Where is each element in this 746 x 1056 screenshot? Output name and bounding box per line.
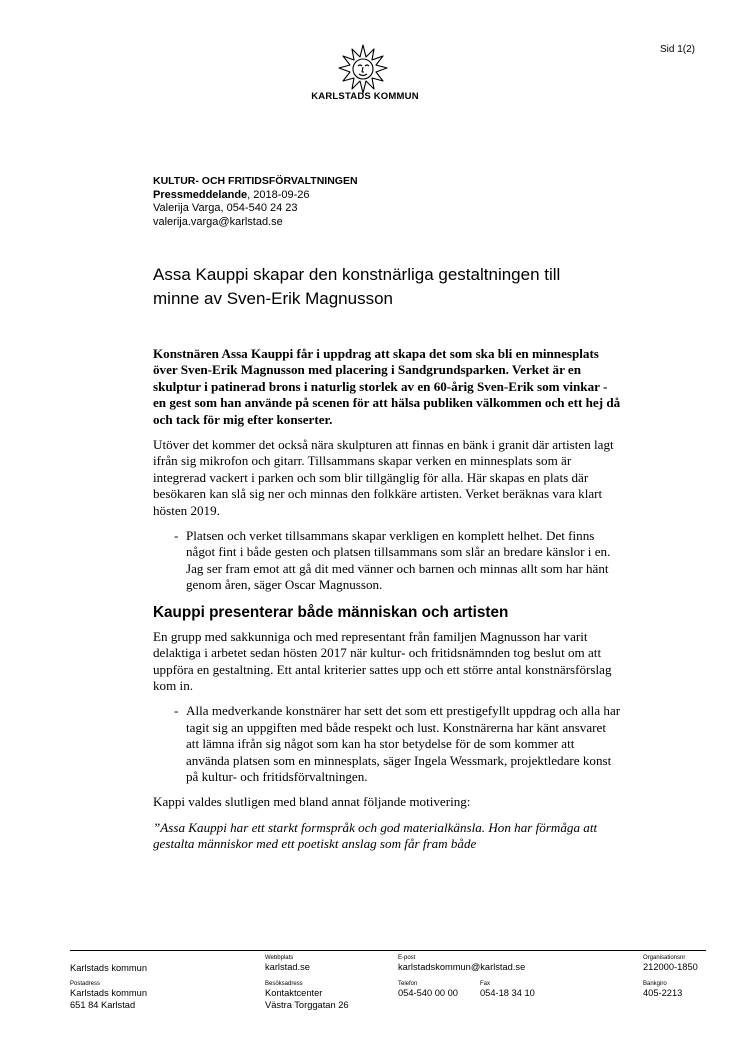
contact-email: valerija.varga@karlstad.se [153, 215, 283, 228]
press-release-date: , 2018-09-26 [247, 188, 310, 201]
body-paragraph-2: En grupp med sakkunniga och med representant från familjen Magnusson har varit delaktiga i arbetet sedan hösten 2017 när kultur- och fritidsnämnden tog beslut om att uppföra en gestaltning. Ett antal kriterier sattes upp och ett större antal konstnärsförslag kom in. [153, 628, 612, 693]
footer-postal-line2: 651 84 Karlstad [70, 1000, 136, 1010]
footer-web-value: karlstad.se [265, 962, 310, 972]
quote-2 [153, 703, 621, 785]
sun-logo-icon [338, 44, 388, 94]
press-release-line [153, 189, 358, 203]
press-meta [153, 175, 358, 229]
logo-wordmark: KARLSTADS KOMMUN [311, 91, 419, 102]
press-release-label: Pressmeddelande [153, 188, 248, 201]
footer-org-name: Karlstads kommun [70, 963, 147, 973]
headline: Assa Kauppi skapar den konstnärliga gestaltningen till minne av Sven-Erik Magnusson [153, 265, 561, 308]
quote-dash: - [174, 703, 179, 719]
footer-postal-line1: Karlstads kommun [70, 988, 147, 998]
footer-postal-label: Postadress [70, 981, 101, 987]
motivation-quote: ”Assa Kauppi har ett starkt formspråk och god materialkänsla. Hon har förmåga att gestalta människor med ett poetiskt anslag som får fram både [153, 819, 598, 852]
footer-bankgiro-value: 405-2213 [643, 988, 683, 998]
footer-visit-label: Besöksadress [265, 981, 303, 987]
footer-fax-label: Fax [480, 981, 491, 987]
footer-phone-label: Telefon [398, 981, 418, 987]
subheading: Kauppi presenterar både människan och artisten [153, 603, 509, 621]
footer-phone-value: 054-540 00 00 [398, 988, 458, 998]
footer-email-value: karlstadskommun@karlstad.se [398, 962, 526, 972]
body-paragraph-3: Kappi valdes slutligen med bland annat följande motivering: [153, 794, 471, 810]
contact-name: Valerija Varga, 054-540 24 23 [153, 202, 298, 215]
footer-divider [70, 950, 706, 951]
department-name: KULTUR- OCH FRITIDSFÖRVALTNINGEN [153, 175, 358, 187]
quote-1-text: Platsen och verket tillsammans skapar verkligen en komplett helhet. Det finns något fint i både gesten och platsen tillsammans som slår an bredare känslor i en. Jag ser fram emot att gå dit med vänner och barnen och minnas allt som har hänt genom åren, säger Oscar Magnusson. [186, 528, 611, 593]
lead-paragraph: Konstnären Assa Kauppi får i uppdrag att skapa det som ska bli en minnesplats över Sven-Erik Magnusson med placering i Sandgrundsparken. Verket är en skulptur i patinerad brons i naturlig storlek av en 60-årig Sven-Erik som vinkar - en gest som han använde på scenen för att hälsa publiken välkommen och ett hej då och tack för mig efter konserter. [153, 346, 621, 427]
body-paragraph-1: Utöver det kommer det också nära skulpturen att finnas en bänk i granit där artisten lagt ifrån sig mikrofon och gitarr. Tillsammans skapar verken en minnesplats som är integrerad vackert i parken och som blir tillgänglig för alla. Här skapas en plats där besökaren kan slå sig ner och minnas den folkkäre artisten. Verket beräknas vara klart hösten 2019. [153, 437, 614, 518]
footer-orgnr-value: 212000-1850 [643, 962, 698, 972]
footer-fax-value: 054-18 34 10 [480, 988, 535, 998]
footer-web-label: Webbplats [265, 955, 294, 961]
article-body [153, 346, 621, 862]
footer-visit-line2: Västra Torggatan 26 [265, 1000, 349, 1010]
quote-2-text: Alla medverkande konstnärer har sett det som ett prestigefyllt uppdrag och alla har tagit sig an uppgiften med både respekt och lust. Konstnärerna har känt ansvaret att lämna ifrån sig något som kan ha stor betydelse för de som kommer att använda platsen som en minnesplats, säger Ingela Wessmark, projektledare konst på kultur- och fritidsförvaltningen. [186, 703, 621, 784]
footer-orgnr-label: Organisationsnr [643, 955, 686, 961]
footer-email-label: E-post [398, 955, 416, 961]
footer-bankgiro-label: Bankgiro [643, 981, 667, 987]
footer-visit-line1: Kontaktcenter [265, 988, 323, 998]
quote-1 [153, 528, 621, 594]
page-number: Sid 1(2) [660, 44, 696, 55]
quote-dash: - [174, 528, 179, 544]
